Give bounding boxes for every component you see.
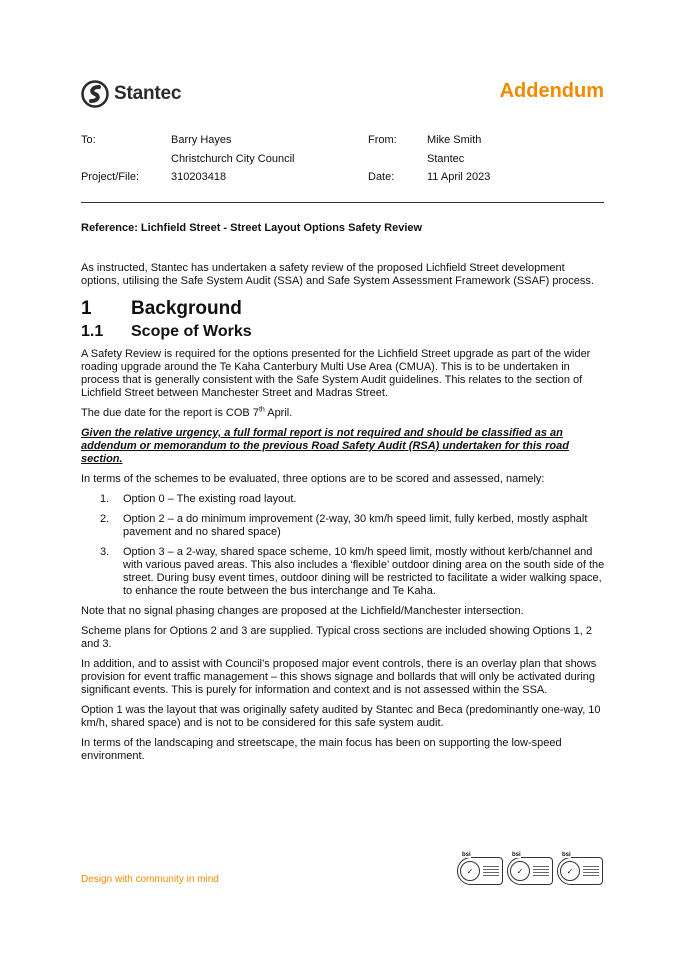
signal-note: Note that no signal phasing changes are proposed at the Lichfield/Manchester intersection. bbox=[81, 605, 524, 617]
list-item bbox=[81, 513, 605, 539]
list-text: Option 3 – a 2-way, shared space scheme, 10 km/h speed limit, mostly without kerb/channel and with various paved areas. This also includes a ‘flexible’ outdoor dining area on the south side of the street. During busy event times, outdoor dining will be restricted to facilitate a wider walking space, to enhance the route between the bus interchange and Te Kaha. bbox=[123, 546, 605, 597]
kitemark-icon: ✓ bbox=[510, 861, 530, 881]
from-name: Mike Smith bbox=[427, 134, 482, 146]
urgency-note: Given the relative urgency, a full formal report is not required and should be classified as an addendum or memorandum to the previous Road Safety Audit (RSA) undertaken for this road section. bbox=[81, 427, 569, 465]
bsi-iso-certification-icon bbox=[457, 852, 503, 885]
cert-brand: bsi bbox=[462, 852, 471, 858]
logo-text: Stantec bbox=[114, 83, 182, 104]
event-controls-paragraph: In addition, and to assist with Council’s proposed major event controls, there is an overlay plan that shows provision for event traffic management – this shows signage and bollards that will only be activated during significant events. This is purely for information and context and is not assessed within the SSA. bbox=[81, 658, 597, 696]
from-organisation: Stantec bbox=[427, 153, 465, 165]
schemes-intro: In terms of the schemes to be evaluated, three options are to be scored and assessed, namely: bbox=[81, 473, 545, 485]
cert-brand: bsi bbox=[512, 852, 521, 858]
subsection-number: 1.1 bbox=[81, 323, 104, 340]
kitemark-icon: ✓ bbox=[560, 861, 580, 881]
due-date-text: The due date for the report is COB 7 bbox=[81, 407, 259, 419]
certification-marks bbox=[457, 852, 603, 885]
subsection-title: Scope of Works bbox=[131, 323, 252, 340]
stantec-logo bbox=[81, 80, 181, 108]
bsi-iso-certification-icon bbox=[507, 852, 553, 885]
list-text: Option 2 – a do minimum improvement (2-way, 30 km/h speed limit, fully kerbed, mostly asphalt pavement and no shared space) bbox=[123, 513, 588, 538]
due-date-month: April. bbox=[264, 407, 293, 419]
list-item bbox=[81, 493, 605, 506]
landscaping-paragraph: In terms of the landscaping and streetscape, the main focus has been on supporting the low-speed environment. bbox=[81, 737, 562, 762]
intro-paragraph: As instructed, Stantec has undertaken a safety review of the proposed Lichfield Street development options, utilising the Safe System Audit (SSA) and Safe System Assessment Framework (SSAF) process. bbox=[81, 262, 594, 287]
option1-paragraph: Option 1 was the layout that was originally safety audited by Stantec and Beca (predominantly one-way, 10 km/h, shared space) and is not to be considered for this safe system audit. bbox=[81, 704, 601, 729]
list-number: 2. bbox=[100, 513, 110, 525]
section-number: 1 bbox=[81, 298, 92, 319]
date-value: 11 April 2023 bbox=[427, 171, 491, 183]
options-list bbox=[81, 493, 605, 598]
list-number: 3. bbox=[100, 546, 110, 558]
to-organisation: Christchurch City Council bbox=[171, 153, 295, 165]
section-title: Background bbox=[131, 298, 242, 319]
project-label: Project/File: bbox=[81, 171, 140, 183]
scheme-plans-paragraph: Scheme plans for Options 2 and 3 are supplied. Typical cross sections are included showing Options 1, 2 and 3. bbox=[81, 625, 592, 650]
date-label: Date: bbox=[368, 171, 395, 183]
header-divider bbox=[81, 202, 604, 203]
project-value: 310203418 bbox=[171, 171, 227, 183]
footer-tagline: Design with community in mind bbox=[81, 874, 219, 885]
list-text: Option 0 – The existing road layout. bbox=[123, 493, 297, 505]
to-name: Barry Hayes bbox=[171, 134, 232, 146]
kitemark-icon: ✓ bbox=[460, 861, 480, 881]
document-type: Addendum bbox=[499, 80, 604, 102]
section-heading-background bbox=[81, 298, 605, 319]
to-label: To: bbox=[81, 134, 96, 146]
due-date-suffix: th bbox=[258, 406, 265, 414]
from-label: From: bbox=[368, 134, 397, 146]
stantec-swirl-icon bbox=[81, 80, 109, 108]
document-body bbox=[81, 262, 605, 770]
list-number: 1. bbox=[100, 493, 110, 505]
cert-brand: bsi bbox=[562, 852, 571, 858]
scope-paragraph: A Safety Review is required for the options presented for the Lichfield Street upgrade as part of the wider roading upgrade around the Te Kaha Canterbury Multi Use Area (CMUA). This is to be undertaken in process that is generally consistent with the Safe System Audit guidelines. This relates to the section of Lichfield Street between Manchester Street and Madras Street. bbox=[81, 348, 591, 399]
bsi-iso-certification-icon bbox=[557, 852, 603, 885]
subsection-heading-scope bbox=[81, 325, 605, 338]
reference-line: Reference: Lichfield Street - Street Layout Options Safety Review bbox=[81, 222, 423, 234]
due-date-paragraph bbox=[81, 407, 605, 420]
list-item bbox=[81, 546, 605, 598]
